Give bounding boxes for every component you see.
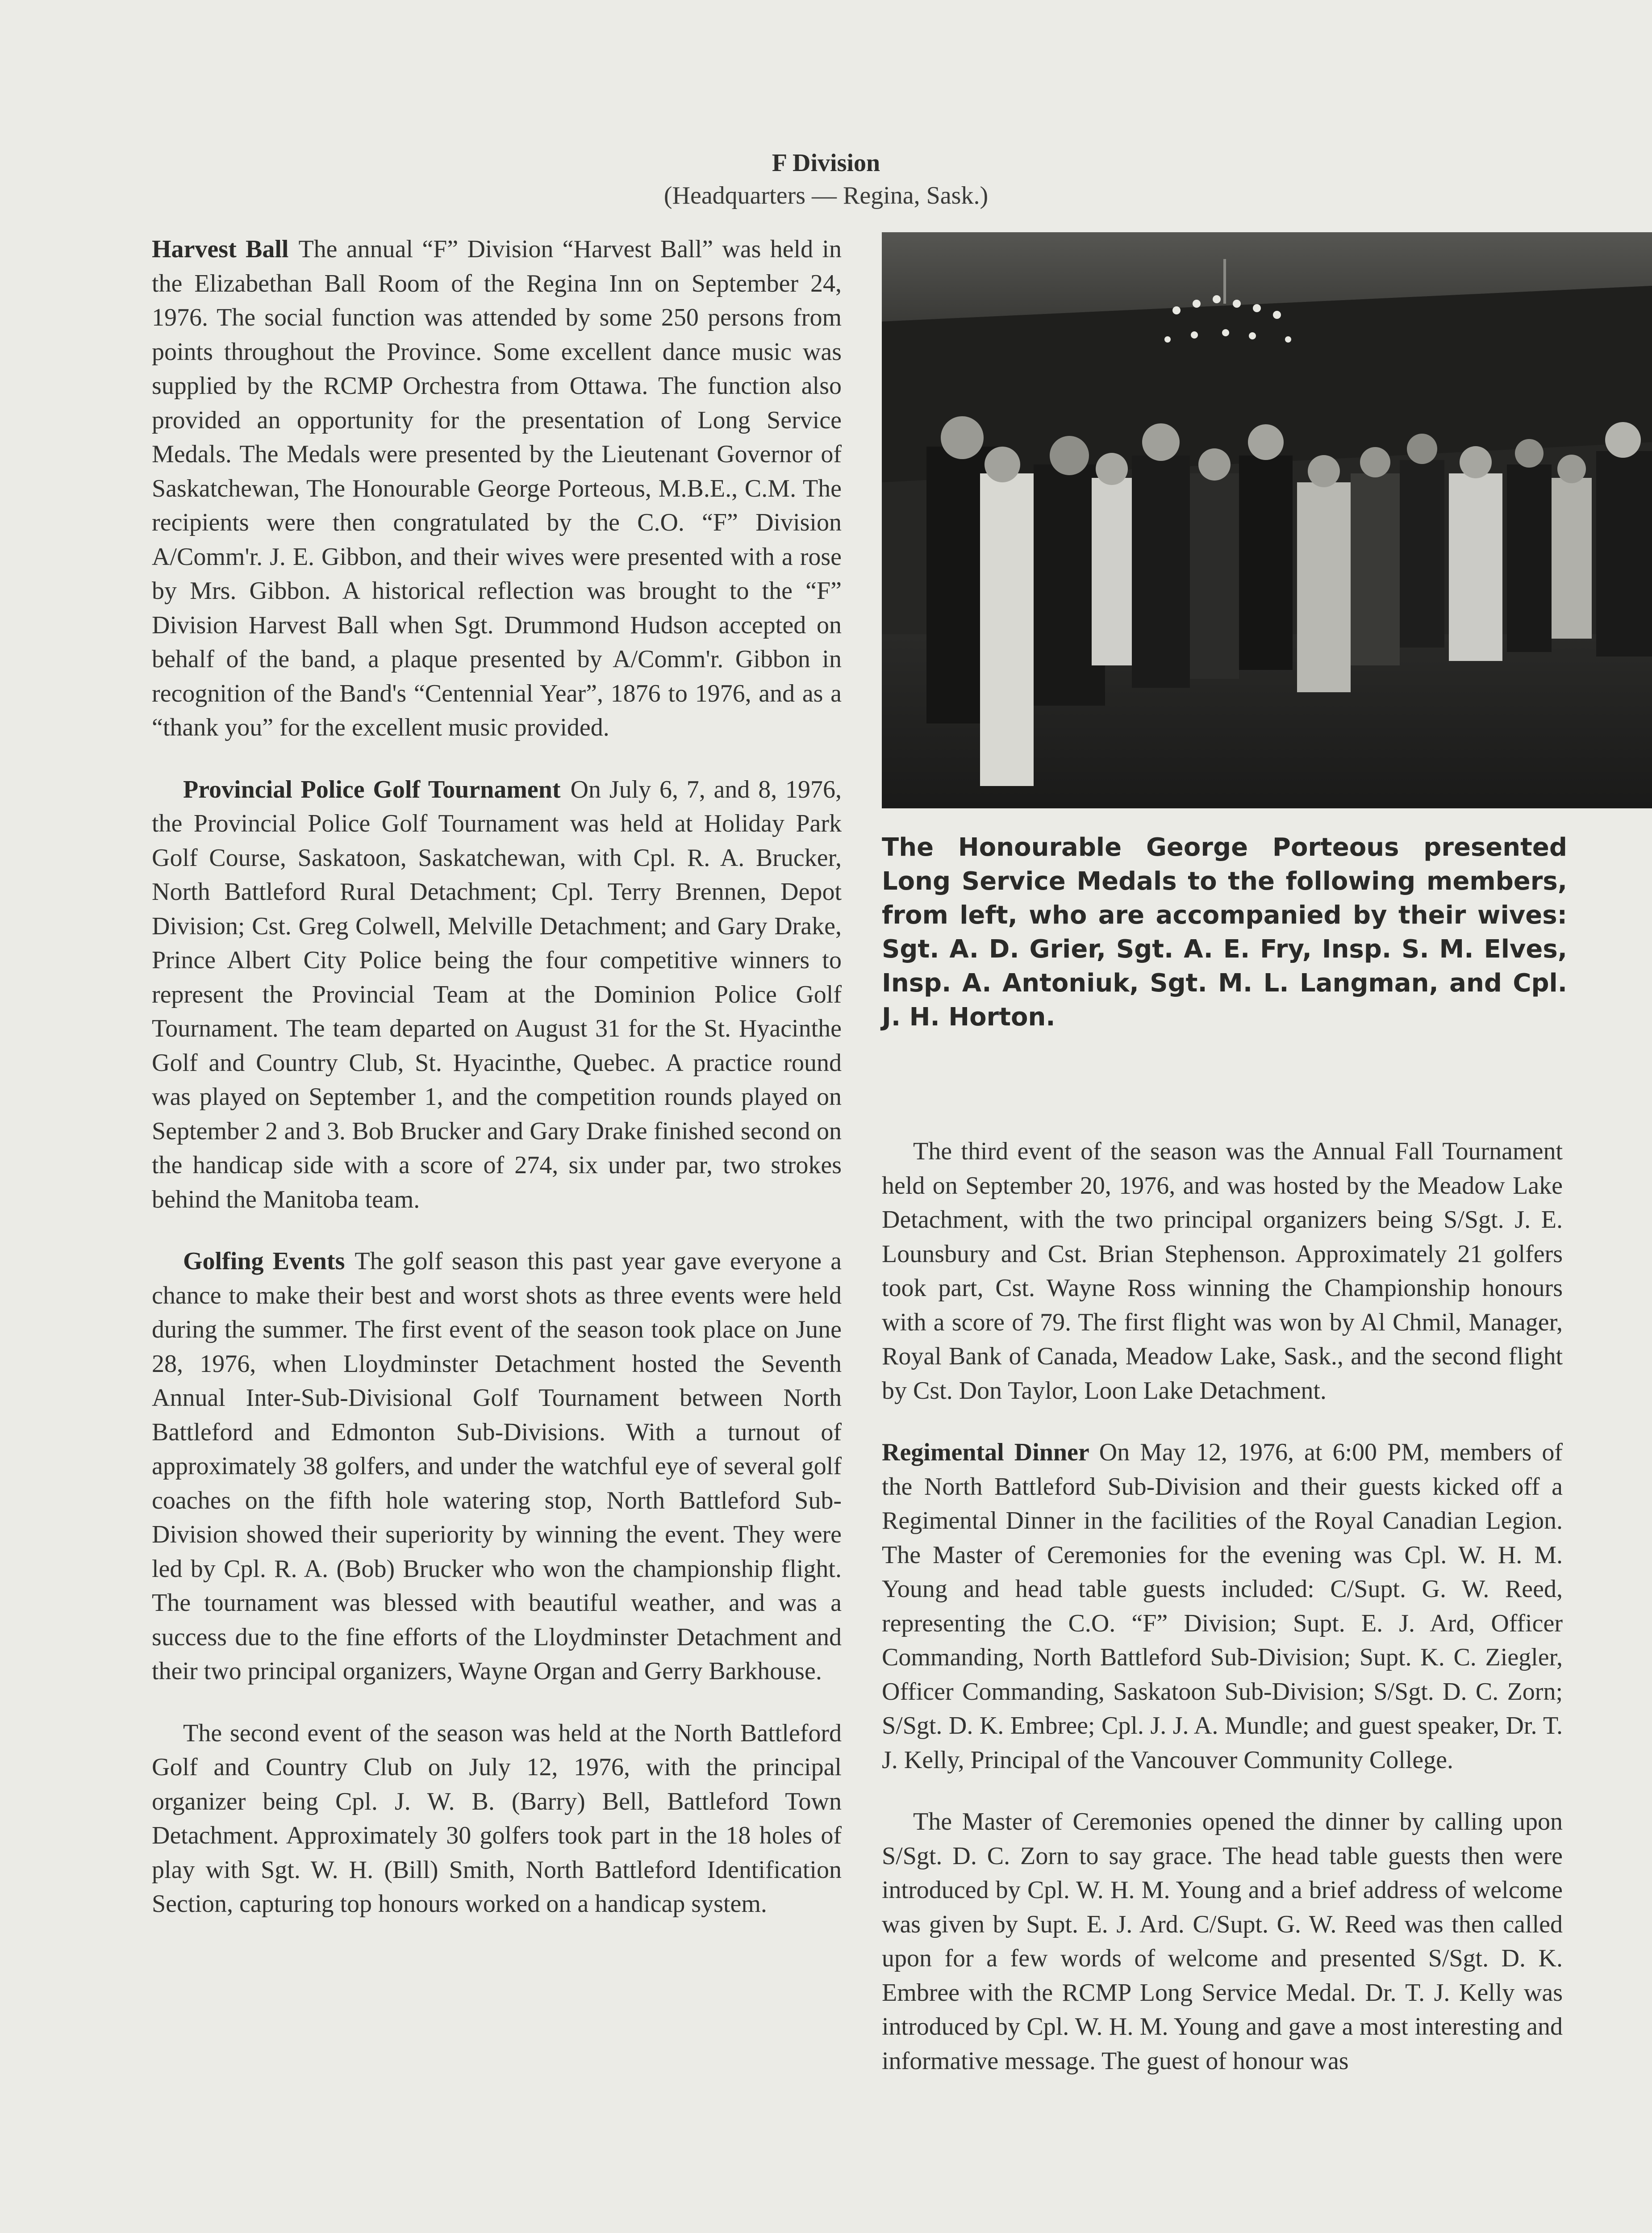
photo-caption: The Honourable George Porteous presented Long Service Medals to the following members, from left, who are accompanied by their wives: Sgt. A. D. Grier, Sgt. A. E. Fry, Insp. S. M. Elves, Insp. A. Antoniuk, Sgt. M. L. Langman, and Cpl. J. H. Horton. <box>882 833 1567 1032</box>
paragraph-text: The Master of Ceremonies opened the dinner by calling upon S/Sgt. D. C. Zorn to say grace. The head table guests then were introduced by Cpl. W. H. M. Young and a brief address of welcome was given by Supt. E. J. Ard. C/Supt. G. W. Reed was then called upon for a few words of welcome and presented S/Sgt. D. K. Embree with the RCMP Long Service Medal. Dr. T. J. Kelly was introduced by Cpl. W. H. M. Young and gave a most interesting and informative message. The guest of honour was <box>882 1808 1563 2075</box>
section-heading-golfing-events: Golfing Events <box>183 1247 345 1275</box>
right-column <box>882 1134 1563 2106</box>
left-column <box>152 232 842 1949</box>
paragraph-text: The third event of the season was the Annual Fall Tournament held on September 20, 1976, and was hosted by the Meadow Lake Detachment, with the two principal organizers being S/Sgt. J. E. Lounsbury and Cst. Brian Stephenson. Approximately 21 golfers took part, Cst. Wayne Ross winning the Championship honours with a score of 79. The first flight was won by Al Chmil, Manager, Royal Bank of Canada, Meadow Lake, Sask., and the second flight by Cst. Don Taylor, Loon Lake Detachment. <box>882 1137 1563 1405</box>
paragraph-text: The golf season this past year gave everyone a chance to make their best and worst shots as three events were held during the summer. The first event of the season took place on June 28, 1976, when Lloydminster Detachment hosted the Seventh Annual Inter-Sub-Divisional Golf Tournament between North Battleford and Edmonton Sub-Divisions. With a turnout of approximately 38 golfers, and under the watchful eye of several golf coaches on the fifth hole watering stop, North Battleford Sub-Division showed their superiority by winning the event. They were led by Cpl. R. A. (Bob) Brucker who won the championship flight. The tournament was blessed with beautiful weather, and was a success due to the fine efforts of the Lloydminster Detachment and their two principal organizers, Wayne Organ and Gerry Barkhouse. <box>152 1247 842 1685</box>
article-regimental-dinner <box>882 1435 1563 1777</box>
section-heading-regimental-dinner: Regimental Dinner <box>882 1438 1089 1466</box>
paragraph-second-event <box>152 1716 842 1921</box>
paragraph-text: On July 6, 7, and 8, 1976, the Provincial Police Golf Tournament was held at Holiday Park Golf Course, Saskatoon, Saskatchewan, with Cpl. R. A. Brucker, North Battleford Rural Detachment; Cpl. Terry Brennen, Depot Division; Cst. Greg Colwell, Melville Detachment; and Gary Drake, Prince Albert City Police being the four competitive winners to represent the Provincial Team at the Dominion Police Golf Tournament. The team departed on August 31 for the St. Hyacinthe Golf and Country Club, St. Hyacinthe, Quebec. A practice round was played on September 1, and the competition rounds played on September 2 and 3. Bob Brucker and Gary Drake finished second on the handicap side with a score of 274, six under par, two strokes behind the Manitoba team. <box>152 775 842 1213</box>
paragraph-third-event <box>882 1134 1563 1408</box>
division-title: F Division <box>772 149 880 177</box>
article-harvest-ball <box>152 232 842 745</box>
section-heading-harvest-ball: Harvest Ball <box>152 235 289 263</box>
paragraph-text: The second event of the season was held at the North Battleford Golf and Country Club on July 12, 1976, with the principal organizer being Cpl. J. W. B. (Barry) Bell, Battleford Town Detachment. Approximately 30 golfers took part in the 18 holes of play with Sgt. W. H. (Bill) Smith, North Battleford Identification Section, capturing top honours worked on a handicap system. <box>152 1719 842 1918</box>
ballroom-photo-image <box>882 232 1652 808</box>
article-golf-tournament <box>152 773 842 1217</box>
division-subtitle: (Headquarters — Regina, Sask.) <box>663 182 989 209</box>
paragraph-text: On May 12, 1976, at 6:00 PM, members of the North Battleford Sub-Division and their guests kicked off a Regimental Dinner in the facilities of the Royal Canadian Legion. The Master of Ceremonies for the evening was Cpl. W. H. M. Young and head table guests included: C/Supt. G. W. Reed, representing the C.O. “F” Division; Supt. E. J. Ard, Officer Commanding, North Battleford Sub-Division; Supt. K. C. Ziegler, Officer Commanding, Saskatoon Sub-Division; S/Sgt. D. C. Zorn; S/Sgt. D. K. Embree; Cpl. J. J. A. Mundle; and guest speaker, Dr. T. J. Kelly, Principal of the Vancouver Community College. <box>882 1438 1563 1774</box>
photo-medal-presentation <box>882 232 1652 808</box>
section-heading-golf-tournament: Provincial Police Golf Tournament <box>183 775 561 803</box>
paragraph-dinner-program <box>882 1805 1563 2078</box>
article-golfing-events <box>152 1244 842 1689</box>
paragraph-text: The annual “F” Division “Harvest Ball” was held in the Elizabethan Ball Room of the Regina Inn on September 24, 1976. The social function was attended by some 250 persons from points throughout the Province. Some excellent dance music was supplied by the RCMP Orchestra from Ottawa. The function also provided an opportunity for the presentation of Long Service Medals. The Medals were presented by the Lieutenant Governor of Saskatchewan, The Honourable George Porteous, M.B.E., C.M. The recipients were then congratulated by the C.O. “F” Division A/Comm'r. J. E. Gibbon, and their wives were presented with a rose by Mrs. Gibbon. A historical reflection was brought to the “F” Division Harvest Ball when Sgt. Drummond Hudson accepted on behalf of the band, a plaque presented by A/Comm'r. Gibbon in recognition of the Band's “Centennial Year”, 1876 to 1976, and as a “thank you” for the excellent music provided. <box>152 235 842 741</box>
